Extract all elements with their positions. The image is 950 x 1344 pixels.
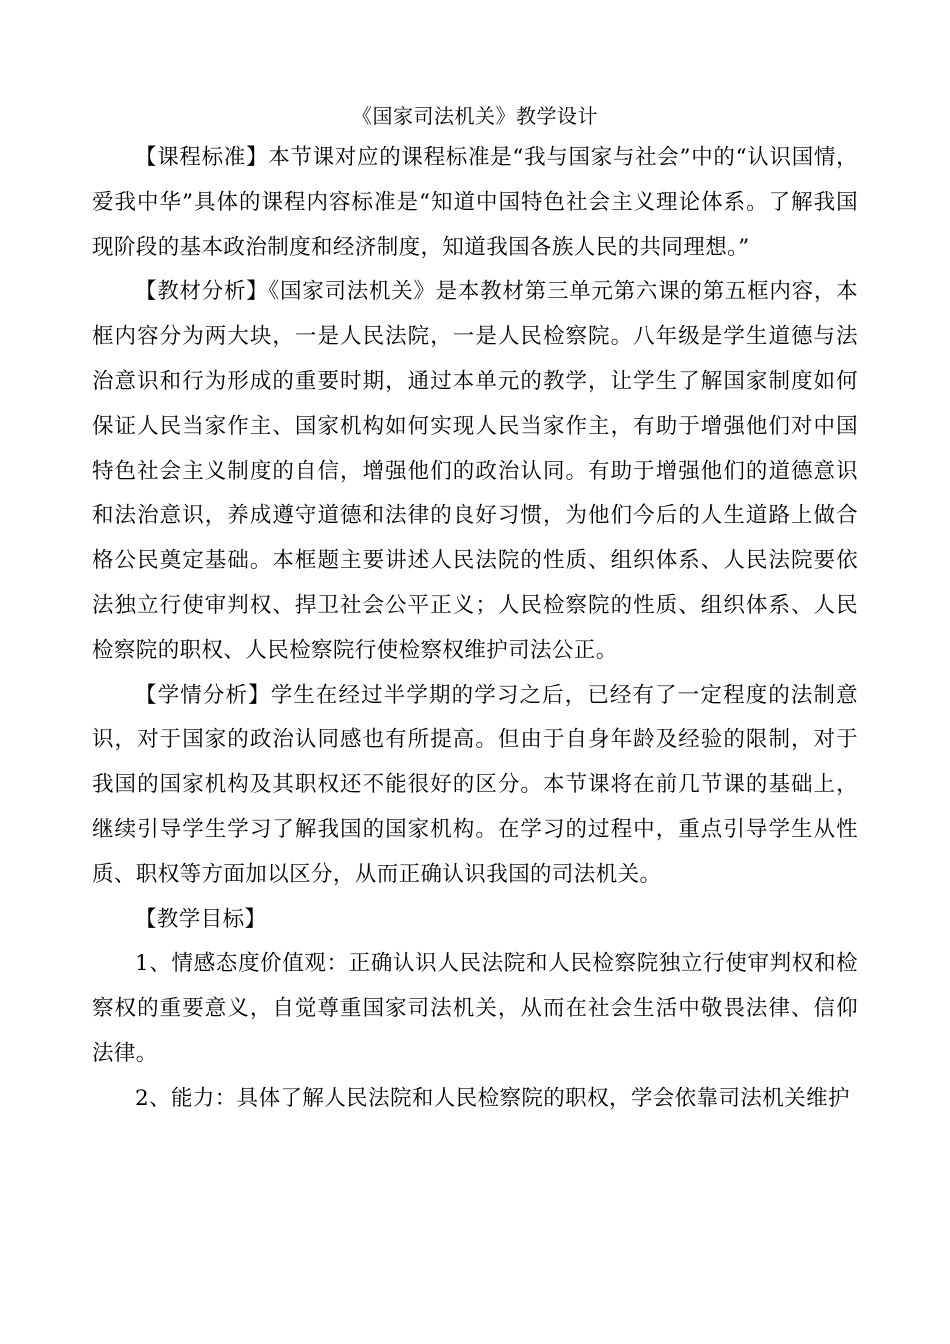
paragraph-textbook-analysis: 【教材分析】《国家司法机关》是本教材第三单元第六课的第五框内容，本框内容分为两大块，一是人民法院，一是人民检察院。八年级是学生道德与法治意识和行为形成的重要时期，通过本单元的教学，让学生了解国家制度如何保证人民当家作主、国家机构如何实现人民当家作主，有助于增强他们对中国特色社会主义制度的自信，增强他们的政治认同。有助于增强他们的道德意识和法治意识，养成遵守道德和法律的良好习惯，为他们今后的人生道路上做合格公民奠定基础。本框题主要讲述人民法院的性质、组织体系、人民法院要依法独立行使审判权、捍卫社会公平正义；人民检察院的性质、组织体系、人民检察院的职权、人民检察院行使检察权维护司法公正。 [92, 279, 858, 663]
document-body [92, 96, 858, 1122]
objective-item-1: 1、情感态度价值观：正确认识人民法院和人民检察院独立行使审判权和检察权的重要意义，自觉尊重国家司法机关，从而在社会生活中敬畏法律、信仰法律。 [92, 951, 858, 1066]
paragraph-student-analysis: 【学情分析】学生在经过半学期的学习之后，已经有了一定程度的法制意识，对于国家的政治认同感也有所提高。但由于自身年龄及经验的限制，对于我国的国家机构及其职权还不能很好的区分。本节课将在前几节课的基础上，继续引导学生学习了解我国的国家机构。在学习的过程中，重点引导学生从性质、职权等方面加以区分，从而正确认识我国的司法机关。 [92, 682, 858, 887]
paragraph-curriculum-standard: 【课程标准】本节课对应的课程标准是“我与国家与社会”中的“认识国情，爱我中华”具体的课程内容标准是“知道中国特色社会主义理论体系。了解我国现阶段的基本政治制度和经济制度，知道我国各族人民的共同理想。” [92, 145, 858, 260]
heading-teaching-objectives: 【教学目标】 [135, 906, 267, 932]
document-title: 《国家司法机关》教学设计 [352, 104, 598, 128]
objective-item-2: 2、能力：具体了解人民法院和人民检察院的职权，学会依靠司法机关维护 [135, 1085, 850, 1111]
